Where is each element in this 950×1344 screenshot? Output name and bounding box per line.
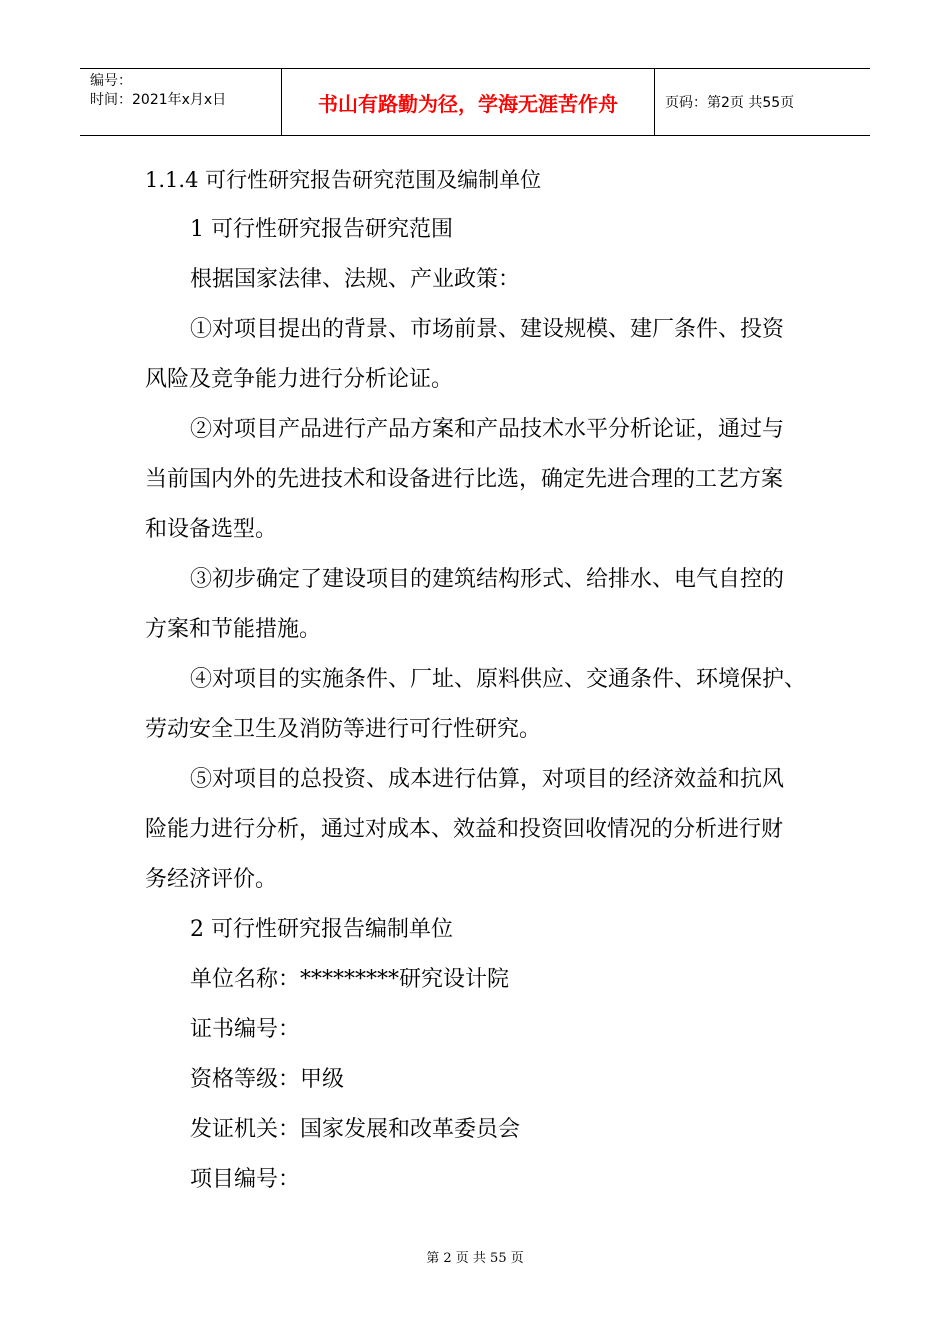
item-3-line-1: ③初步确定了建设项目的建筑结构形式、给排水、电气自控的 (190, 567, 785, 592)
project-number: 项目编号： (190, 1167, 301, 1192)
certificate-number: 证书编号： (190, 1017, 301, 1042)
header-page-cell (655, 69, 870, 135)
item-1-line-1: ①对项目提出的背景、市场前景、建设规模、建厂条件、投资 (190, 317, 785, 342)
footer-page-number: 第 2 页 共 55 页 (426, 1251, 524, 1266)
header-page-info: 页码：第2页 共55页 (665, 95, 795, 111)
item-4-line-1: ④对项目的实施条件、厂址、原料供应、交通条件、环境保护、 (190, 667, 807, 692)
header-motto: 书山有路勤为径，学海无涯苦作舟 (318, 91, 618, 116)
date-label: 时间：2021年x月x日 (90, 92, 227, 108)
item-2-line-2: 当前国内外的先进技术和设备进行比选，确定先进合理的工艺方案 (145, 467, 784, 492)
item-1-line-2: 风险及竞争能力进行分析论证。 (145, 367, 454, 392)
document-body (145, 165, 815, 1195)
item-5-line-2: 险能力进行分析，通过对成本、效益和投资回收情况的分析进行财 (145, 817, 784, 842)
issuing-authority: 发证机关：国家发展和改革委员会 (190, 1117, 521, 1142)
item-2-line-3: 和设备选型。 (145, 517, 278, 542)
item-2-line-1: ②对项目产品进行产品方案和产品技术水平分析论证，通过与 (190, 417, 785, 442)
unit-name: 单位名称：*********研究设计院 (190, 967, 510, 992)
page-footer (0, 1247, 950, 1266)
page-header (80, 68, 870, 136)
qualification-grade: 资格等级：甲级 (190, 1067, 345, 1092)
subsection-heading-unit: 2 可行性研究报告编制单位 (190, 917, 453, 942)
subsection-heading-scope: 1 可行性研究报告研究范围 (190, 217, 453, 242)
section-heading: 1.1.4 可行性研究报告研究范围及编制单位 (145, 168, 542, 192)
item-4-line-2: 劳动安全卫生及消防等进行可行性研究。 (145, 717, 542, 742)
intro-paragraph: 根据国家法律、法规、产业政策： (190, 267, 521, 292)
header-motto-cell (282, 69, 655, 135)
item-5-line-1: ⑤对项目的总投资、成本进行估算，对项目的经济效益和抗风 (190, 767, 785, 792)
item-3-line-2: 方案和节能措施。 (145, 617, 322, 642)
header-meta-cell (80, 69, 282, 135)
doc-number-label: 编号： (90, 73, 132, 89)
item-5-line-3: 务经济评价。 (145, 867, 278, 892)
